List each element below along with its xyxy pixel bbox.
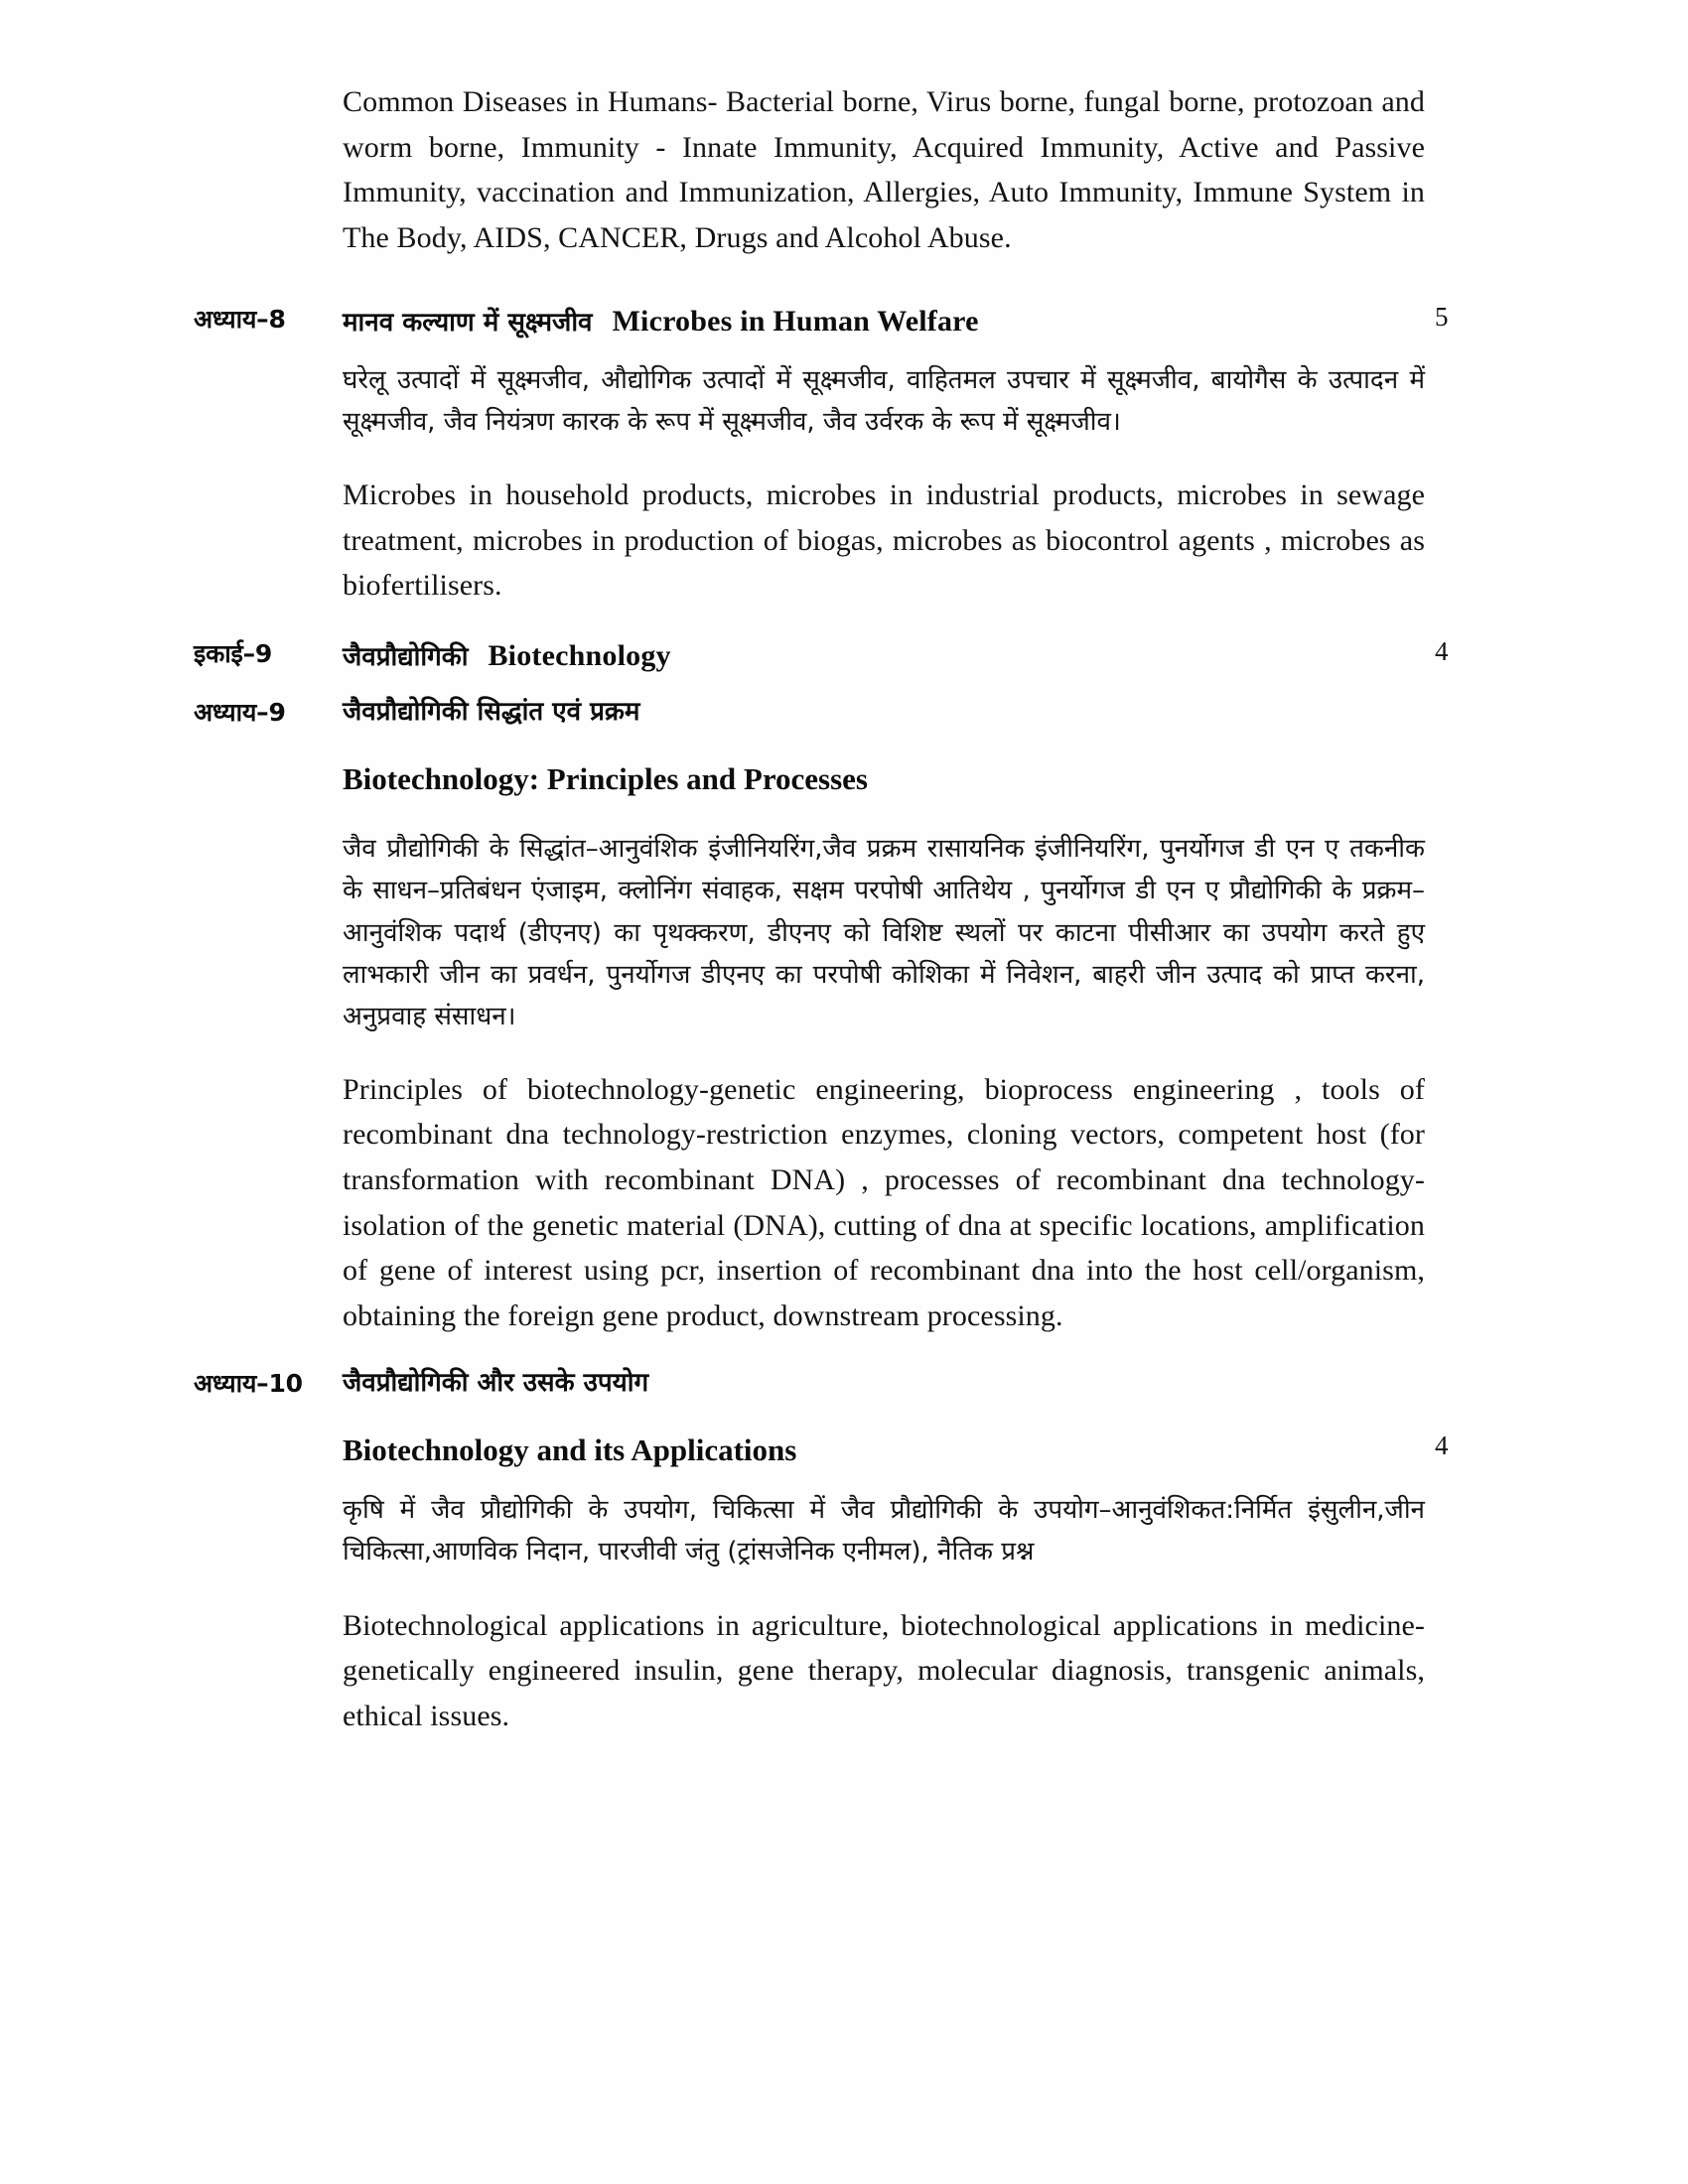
unit-9-titles [343, 634, 1425, 678]
chapter-8-marks: 5 [1435, 302, 1449, 333]
chapter-9-body-label-spacer [194, 757, 343, 759]
unit-9-title-hindi: जैवप्रौद्योगिकी [343, 641, 469, 672]
chapter-9-title-hindi: जैवप्रौद्योगिकी सिद्धांत एवं प्रक्रम [343, 697, 640, 728]
chapter-10-body [343, 1429, 1425, 1738]
chapter-8-title-english: Microbes in Human Welfare [612, 305, 979, 339]
spacer [194, 609, 1514, 634]
chapter-10-title-english: Biotechnology and its Applications [343, 1433, 797, 1468]
spacer [343, 1473, 1425, 1489]
chapter-8-body [343, 359, 1425, 609]
chapter-8-body-marks-spacer [1425, 359, 1514, 361]
spacer [194, 274, 1514, 300]
spacer [194, 1403, 1514, 1429]
intro-label-spacer [194, 79, 343, 81]
spacer [194, 343, 1514, 359]
chapter-9-heading-row [194, 693, 1514, 732]
chapter-10-body-english: Biotechnological applications in agriculture, biotechnological applications in medicine-genetically engineered insulin, gene therapy, molecular diagnosis, transgenic animals, ethical issues. [343, 1608, 1425, 1732]
chapter-10-heading-row [194, 1364, 1514, 1403]
chapter-10-title-hindi: जैवप्रौद्योगिकी और उसके उपयोग [343, 1368, 649, 1399]
chapter-8-body-hindi: घरेलू उत्पादों में सूक्ष्मजीव, औद्योगिक उत्पादों में सूक्ष्मजीव, वाहितमल उपचार में सूक्ष्मजीव, बायोगैस के उत्पादन में सूक्ष्मजीव, जैव नियंत्रण कारक के रूप में सूक्ष्मजीव, जैव उर्वरक के रूप में सूक्ष्मजीव। [343, 364, 1425, 437]
page-content [194, 79, 1514, 1738]
chapter-8-body-label-spacer [194, 359, 343, 361]
chapter-9-body-hindi: जैव प्रौद्योगिकी के सिद्धांत–आनुवंशिक इंजीनियरिंग,जैव प्रक्रम रासायनिक इंजीनियरिंग, पुनर्योगज डी एन ए तकनीक के साधन–प्रतिबंधन एंजाइम, क्लोनिंग संवाहक, सक्षम परपोषी आतिथेय , पुनर्योगज डी एन ए प्रौद्योगिकी के प्रक्रम–आनुवंशिक पदार्थ (डीएनए) का पृथक्करण, डीएनए को विशिष्ट स्थलों पर काटना पीसीआर का उपयोग करते हुए लाभकारी जीन का प्रवर्धन, पुनर्योगज डीएनए का परपोषी कोशिका में निवेशन, बाहरी जीन उत्पाद को प्राप्त करना, अनुप्रवाह संसाधन। [343, 834, 1425, 1031]
chapter-9-label: अध्याय–9 [194, 698, 286, 728]
chapter-8-titles [343, 300, 1425, 343]
chapter-10-body-label-spacer [194, 1429, 343, 1431]
chapter-8-title-hindi: मानव कल्याण में सूक्ष्मजीव [343, 308, 593, 339]
chapter-9-body-row [194, 757, 1514, 1338]
unit-9-marks: 4 [1435, 635, 1449, 666]
chapter-10-titles [343, 1364, 1425, 1403]
chapter-10-body-hindi: कृषि में जैव प्रौद्योगिकी के उपयोग, चिकित्सा में जैव प्रौद्योगिकी के उपयोग–आनुवंशिकत:निर्मित इंसुलीन,जीन चिकित्सा,आणविक निदान, पारजीवी जंतु (ट्रांसजेनिक एनीमल), नैतिक प्रश्न [343, 1495, 1425, 1568]
unit-9-heading-row [194, 634, 1514, 678]
intro-body [343, 79, 1425, 274]
chapter-8-body-row [194, 359, 1514, 609]
spacer [343, 457, 1425, 473]
chapter-9-titles [343, 693, 1425, 732]
unit-9-title-english: Biotechnology [488, 638, 671, 672]
intro-paragraph-english: Common Diseases in Humans- Bacterial borne, Virus borne, fungal borne, protozoan and worm borne, Immunity - Innate Immunity, Acquired Immunity, Active and Passive Immunity, vaccination and Immunization, Allergies, Auto Immunity, Immune System in The Body, AIDS, CANCER, Drugs and Alcohol Abuse. [343, 85, 1425, 254]
intro-row [194, 79, 1514, 274]
chapter-9-marks-spacer [1425, 693, 1514, 695]
unit-9-label: इकाई–9 [194, 638, 273, 668]
spacer [343, 1051, 1425, 1067]
chapter-9-body-marks-spacer [1425, 757, 1514, 759]
chapter-10-body-row [194, 1429, 1514, 1738]
chapter-10-heading-marks-spacer [1425, 1364, 1514, 1366]
chapter-8-label: अध्याय–8 [194, 305, 286, 335]
chapter-9-title-english: Biotechnology: Principles and Processes [343, 761, 868, 797]
chapter-10-label: अध्याय–10 [194, 1369, 303, 1399]
chapter-10-marks: 4 [1435, 1431, 1449, 1461]
spacer [194, 732, 1514, 757]
chapter-9-body [343, 757, 1425, 1338]
spacer [194, 677, 1514, 693]
chapter-8-body-english: Microbes in household products, microbes in industrial products, microbes in sewage treatment, microbes in production of biogas, microbes as biocontrol agents , microbes as biofertilisers. [343, 478, 1425, 603]
chapter-9-body-english: Principles of biotechnology-genetic engineering, bioprocess engineering , tools of recombinant dna technology-restriction enzymes, cloning vectors, competent host (for transformation with recombinant DNA) , processes of recombinant dna technology-isolation of the genetic material (DNA), cutting of dna at specific locations, amplification of gene of interest using pcr, insertion of recombinant dna into the host cell/organism, obtaining the foreign gene product, downstream processing. [343, 1072, 1425, 1332]
spacer [194, 1338, 1514, 1364]
spacer [343, 802, 1425, 828]
spacer [343, 1587, 1425, 1603]
intro-marks-spacer [1425, 79, 1514, 81]
chapter-8-heading-row [194, 300, 1514, 343]
